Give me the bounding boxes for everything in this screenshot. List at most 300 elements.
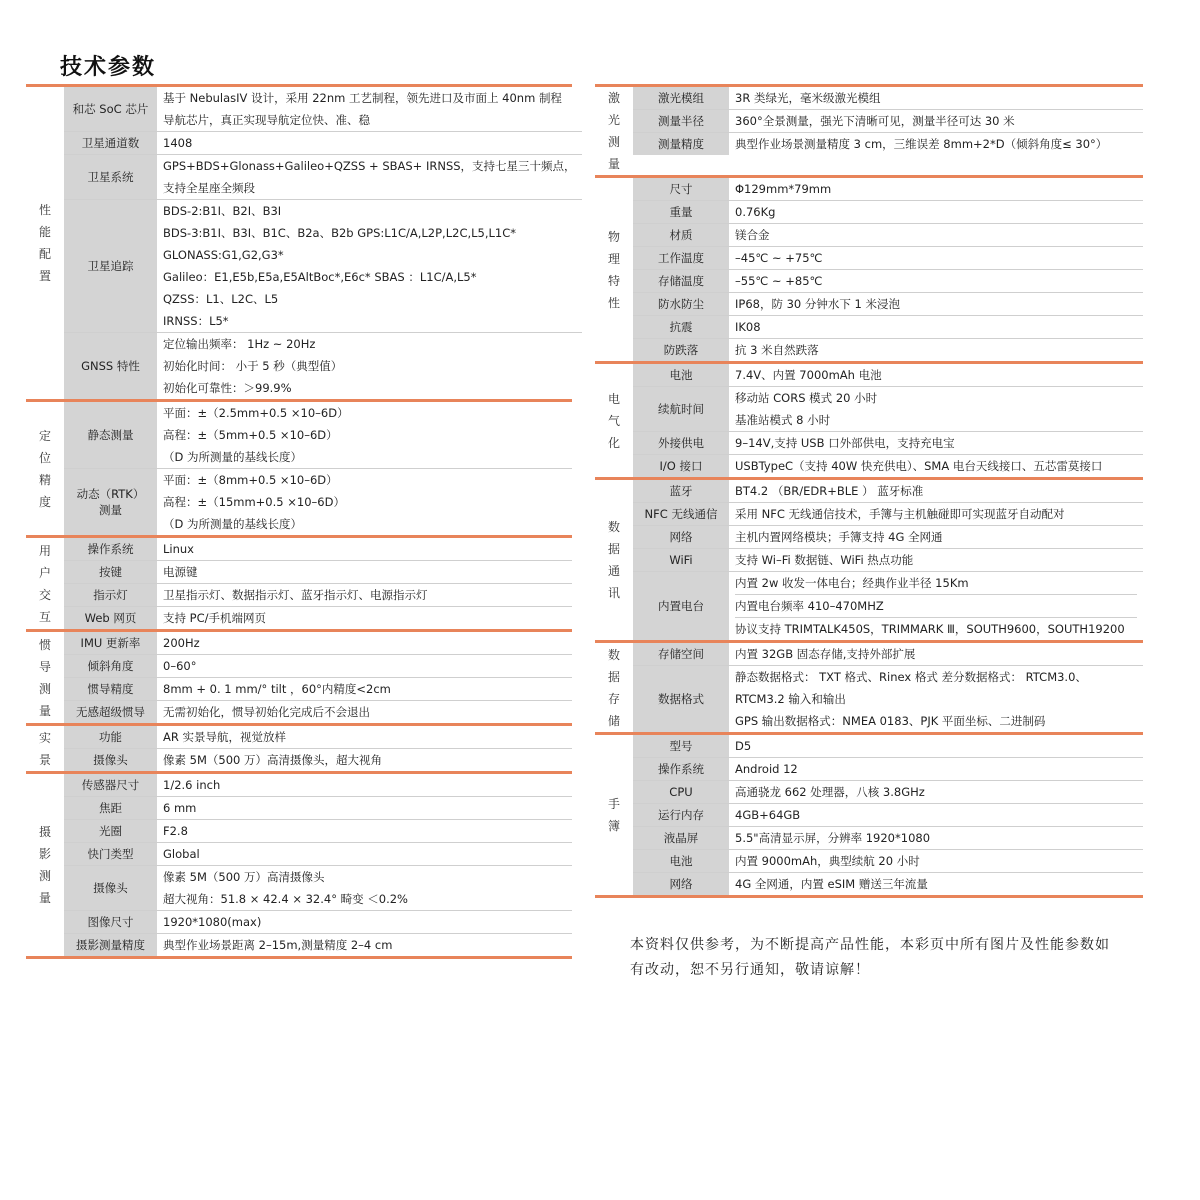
spec-value-line: 电源键 bbox=[163, 565, 198, 579]
spec-row bbox=[633, 480, 1143, 502]
spec-value bbox=[157, 200, 582, 332]
spec-label: WiFi bbox=[633, 549, 729, 571]
spec-value bbox=[157, 866, 572, 910]
spec-value bbox=[157, 632, 572, 654]
spec-row bbox=[64, 199, 582, 332]
spec-value bbox=[157, 820, 572, 842]
spec-label: 图像尺寸 bbox=[64, 911, 157, 933]
spec-value bbox=[729, 133, 1143, 155]
spec-label: 续航时间 bbox=[633, 387, 729, 431]
spec-row bbox=[64, 654, 572, 677]
spec-row bbox=[633, 246, 1143, 269]
category-char: 物 bbox=[607, 229, 620, 244]
spec-value bbox=[729, 455, 1143, 477]
spec-value-line: 平面：±（2.5mm+0.5 ×10–6D） bbox=[163, 406, 349, 420]
spec-value-line: 9–14V,支持 USB 口外部供电，支持充电宝 bbox=[735, 436, 955, 450]
spec-value bbox=[729, 781, 1143, 803]
spec-label: 型号 bbox=[633, 735, 729, 757]
spec-value-line: IK08 bbox=[735, 320, 761, 334]
spec-label: 运行内存 bbox=[633, 804, 729, 826]
spec-section bbox=[595, 732, 1143, 898]
spec-label: 数据格式 bbox=[633, 666, 729, 732]
spec-section bbox=[26, 771, 572, 959]
spec-row bbox=[633, 454, 1143, 477]
spec-value-line: 4GB+64GB bbox=[735, 808, 801, 822]
spec-value-line: 初始化可靠性：＞99.9% bbox=[163, 381, 292, 395]
spec-rows bbox=[633, 87, 1143, 175]
spec-value-line: Galileo：E1,E5b,E5a,E5AltBoc*,E6c* SBAS ：L1C/A,L5* bbox=[163, 270, 477, 284]
spec-value bbox=[729, 387, 1143, 431]
spec-value-line: 0–60° bbox=[163, 659, 197, 673]
spec-row bbox=[633, 735, 1143, 757]
spec-value-line: 超大视角：51.8 × 42.4 × 32.4° 畸变 ＜0.2% bbox=[163, 892, 408, 906]
spec-section bbox=[595, 640, 1143, 732]
spec-label: IMU 更新率 bbox=[64, 632, 157, 654]
spec-row bbox=[64, 796, 572, 819]
spec-row bbox=[64, 865, 572, 910]
spec-value bbox=[729, 247, 1143, 269]
spec-value bbox=[157, 655, 572, 677]
spec-value-line: 7.4V、内置 7000mAh 电池 bbox=[735, 368, 882, 382]
spec-value bbox=[157, 797, 572, 819]
spec-label: 防跌落 bbox=[633, 339, 729, 361]
spec-section bbox=[595, 361, 1143, 477]
spec-value-line: 高程：±（5mm+0.5 ×10–6D） bbox=[163, 428, 338, 442]
spec-value bbox=[729, 572, 1143, 640]
spec-value-line: AR 实景导航，视觉放样 bbox=[163, 730, 287, 744]
section-category bbox=[26, 538, 64, 629]
spec-label: 防水防尘 bbox=[633, 293, 729, 315]
spec-value-line: 卫星指示灯、数据指示灯、蓝牙指示灯、电源指示灯 bbox=[163, 588, 428, 602]
spec-value-line: 基准站模式 8 小时 bbox=[735, 413, 831, 427]
spec-value-line: BDS-3:B1I、B3I、B1C、B2a、B2b GPS:L1C/A,L2P,L2C,L5,L1C* bbox=[163, 226, 517, 240]
spec-value-line: （D 为所测量的基线长度） bbox=[163, 450, 303, 464]
spec-value bbox=[729, 270, 1143, 292]
spec-row bbox=[633, 571, 1143, 640]
spec-value bbox=[157, 155, 582, 199]
spec-value bbox=[157, 934, 572, 956]
spec-rows bbox=[64, 402, 572, 535]
spec-value-line: GPS 输出数据格式：NMEA 0183、PJK 平面坐标、二进制码 bbox=[735, 714, 1046, 728]
spec-row bbox=[633, 109, 1143, 132]
category-char: 导 bbox=[38, 659, 51, 674]
spec-row bbox=[633, 665, 1143, 732]
section-category bbox=[595, 735, 633, 895]
spec-row bbox=[633, 431, 1143, 454]
category-char: 据 bbox=[607, 669, 620, 684]
spec-label: 惯导精度 bbox=[64, 678, 157, 700]
spec-value bbox=[729, 827, 1143, 849]
spec-section bbox=[26, 84, 576, 399]
spec-value bbox=[729, 339, 1143, 361]
spec-value-line: QZSS：L1、L2C、L5 bbox=[163, 292, 279, 306]
category-char: 性 bbox=[38, 203, 51, 217]
spec-value-line: 6 mm bbox=[163, 801, 197, 815]
spec-row bbox=[64, 774, 572, 796]
spec-label: 操作系统 bbox=[633, 758, 729, 780]
spec-label: GNSS 特性 bbox=[64, 333, 157, 399]
spec-value bbox=[729, 201, 1143, 223]
category-char: 据 bbox=[607, 542, 620, 556]
category-char: 性 bbox=[607, 295, 620, 310]
category-char: 特 bbox=[607, 273, 620, 288]
spec-value bbox=[157, 701, 572, 723]
spec-rows bbox=[633, 178, 1143, 361]
category-char: 簿 bbox=[607, 819, 620, 833]
category-char: 配 bbox=[38, 247, 51, 261]
spec-label: 传感器尺寸 bbox=[64, 774, 157, 796]
spec-label: NFC 无线通信 bbox=[633, 503, 729, 525]
spec-row bbox=[633, 386, 1143, 431]
spec-value-line: 高通骁龙 662 处理器，八核 3.8GHz bbox=[735, 785, 925, 799]
spec-value-line: 导航芯片，真正实现导航定位快、准、稳 bbox=[163, 113, 370, 127]
spec-value-line: –45℃ ~ +75℃ bbox=[735, 251, 823, 265]
spec-row bbox=[633, 292, 1143, 315]
category-char: 户 bbox=[38, 565, 51, 580]
spec-rows bbox=[64, 538, 572, 629]
spec-row bbox=[64, 538, 572, 560]
spec-value bbox=[729, 87, 1143, 109]
spec-value-line: 360°全景测量，强光下清晰可见，测量半径可达 30 米 bbox=[735, 114, 1015, 128]
spec-label: 摄影测量精度 bbox=[64, 934, 157, 956]
spec-row bbox=[64, 819, 572, 842]
section-category bbox=[26, 87, 64, 399]
spec-label: 无感超级惯导 bbox=[64, 701, 157, 723]
section-category bbox=[595, 643, 633, 732]
spec-rows bbox=[633, 480, 1143, 640]
spec-value bbox=[157, 561, 572, 583]
spec-value bbox=[157, 402, 572, 468]
spec-value bbox=[157, 749, 572, 771]
spec-row bbox=[633, 269, 1143, 292]
category-char: 实 bbox=[38, 730, 51, 745]
spec-value-line: F2.8 bbox=[163, 824, 188, 838]
category-char: 摄 bbox=[38, 825, 51, 839]
section-category bbox=[26, 726, 64, 771]
spec-value-line: Φ129mm*79mm bbox=[735, 182, 832, 196]
category-char: 测 bbox=[607, 135, 620, 149]
spec-section bbox=[26, 399, 572, 535]
spec-label: 存储空间 bbox=[633, 643, 729, 665]
section-category bbox=[595, 364, 633, 477]
spec-row bbox=[64, 910, 572, 933]
spec-label: 动态（RTK） 测量 bbox=[64, 469, 157, 535]
spec-value bbox=[157, 678, 572, 700]
spec-label: 蓝牙 bbox=[633, 480, 729, 502]
spec-label: 抗震 bbox=[633, 316, 729, 338]
spec-label: 和芯 SoC 芯片 bbox=[64, 87, 157, 131]
spec-value bbox=[157, 726, 572, 748]
spec-value bbox=[729, 432, 1143, 454]
category-char: 置 bbox=[38, 269, 51, 283]
spec-row bbox=[633, 502, 1143, 525]
spec-label: 卫星通道数 bbox=[64, 132, 157, 154]
spec-value bbox=[729, 526, 1143, 548]
spec-row bbox=[64, 842, 572, 865]
spec-value-line: 支持 Wi–Fi 数据链、WiFi 热点功能 bbox=[735, 553, 914, 567]
category-char: 定 bbox=[38, 428, 51, 443]
category-char: 影 bbox=[38, 847, 51, 861]
spec-label: 功能 bbox=[64, 726, 157, 748]
spec-value bbox=[729, 178, 1143, 200]
spec-row bbox=[633, 872, 1143, 895]
category-char: 交 bbox=[38, 587, 51, 602]
spec-value-line: 像素 5M（500 万）高清摄像头，超大视角 bbox=[163, 753, 382, 767]
spec-value bbox=[729, 293, 1143, 315]
disclaimer-line: 有改动，恕不另行通知，敬请谅解！ bbox=[630, 962, 870, 978]
spec-value-line: 4G 全网通，内置 eSIM 赠送三年流量 bbox=[735, 877, 928, 891]
category-char: 通 bbox=[607, 564, 620, 578]
category-char: 手 bbox=[607, 797, 620, 811]
spec-label: 网络 bbox=[633, 526, 729, 548]
spec-value-line: 像素 5M（500 万）高清摄像头 bbox=[163, 870, 325, 884]
spec-row bbox=[633, 525, 1143, 548]
spec-value-line: 镁合金 bbox=[735, 228, 770, 242]
spec-value-line: IRNSS：L5* bbox=[163, 314, 229, 328]
spec-rows bbox=[633, 643, 1143, 732]
spec-label: 倾斜角度 bbox=[64, 655, 157, 677]
spec-value bbox=[157, 911, 572, 933]
category-char: 电 bbox=[607, 391, 620, 406]
spec-row bbox=[64, 332, 582, 399]
category-char: 惯 bbox=[38, 637, 51, 652]
spec-value-line: 内置 32GB 固态存储,支持外部扩展 bbox=[735, 647, 916, 661]
category-char: 理 bbox=[607, 251, 620, 266]
spec-value-line: 初始化时间： 小于 5 秒（典型值） bbox=[163, 359, 343, 373]
spec-label: 液晶屏 bbox=[633, 827, 729, 849]
spec-value-line: USBTypeC（支持 40W 快充供电）、SMA 电台天线接口、五芯雷莫接口 bbox=[735, 459, 1103, 473]
spec-rows bbox=[64, 632, 572, 723]
spec-value bbox=[729, 503, 1143, 525]
spec-value-line: D5 bbox=[735, 739, 752, 753]
spec-row bbox=[64, 748, 572, 771]
spec-value bbox=[157, 843, 572, 865]
category-char: 光 bbox=[607, 113, 620, 127]
spec-row bbox=[64, 402, 572, 468]
category-char: 激 bbox=[607, 91, 620, 105]
spec-value-line: BDS-2:B1I、B2I、B3I bbox=[163, 204, 282, 218]
spec-value-line: GLONASS:G1,G2,G3* bbox=[163, 248, 284, 262]
spec-value bbox=[729, 549, 1143, 571]
spec-label: 网络 bbox=[633, 873, 729, 895]
spec-label: Web 网页 bbox=[64, 607, 157, 629]
category-char: 用 bbox=[38, 543, 51, 558]
spec-label: 测量精度 bbox=[633, 133, 729, 155]
spec-row bbox=[633, 338, 1143, 361]
spec-label: CPU bbox=[633, 781, 729, 803]
spec-row bbox=[633, 178, 1143, 200]
spec-value-line: 内置 9000mAh，典型续航 20 小时 bbox=[735, 854, 920, 868]
spec-row bbox=[633, 364, 1143, 386]
category-char: 量 bbox=[607, 157, 620, 171]
spec-rows bbox=[633, 364, 1143, 477]
spec-value bbox=[729, 364, 1143, 386]
spec-value-line: 平面：±（8mm+0.5 ×10–6D） bbox=[163, 473, 338, 487]
spec-value-line: 内置 2w 收发一体电台；经典作业半径 15Km bbox=[735, 576, 969, 590]
spec-value-line: 典型作业场景测量精度 3 cm，三维误差 8mm+2*D（倾斜角度≤ 30°） bbox=[735, 137, 1108, 151]
category-char: 储 bbox=[607, 713, 620, 728]
spec-value-line: 1/2.6 inch bbox=[163, 778, 221, 792]
category-char: 气 bbox=[607, 413, 620, 428]
spec-label: 存储温度 bbox=[633, 270, 729, 292]
category-char: 精 bbox=[38, 472, 51, 487]
spec-row bbox=[633, 315, 1143, 338]
spec-row bbox=[64, 468, 572, 535]
spec-value-line: GPS+BDS+Glonass+Galileo+QZSS + SBAS+ IRNSS，支持七星三十频点， bbox=[163, 159, 576, 173]
spec-value bbox=[729, 110, 1143, 132]
spec-label: 指示灯 bbox=[64, 584, 157, 606]
spec-section bbox=[26, 535, 572, 629]
spec-value bbox=[729, 643, 1143, 665]
right-spec-panel bbox=[595, 84, 1143, 898]
spec-value-line: 典型作业场景距离 2–15m,测量精度 2–4 cm bbox=[163, 938, 393, 952]
spec-value bbox=[157, 538, 572, 560]
spec-section bbox=[595, 175, 1143, 361]
spec-value-line: 200Hz bbox=[163, 636, 200, 650]
spec-value-line: 无需初始化，惯导初始化完成后不会退出 bbox=[163, 705, 370, 719]
spec-label: 光圈 bbox=[64, 820, 157, 842]
spec-value-line: RTCM3.2 输入和输出 bbox=[735, 692, 846, 706]
spec-row bbox=[633, 643, 1143, 665]
spec-label: 激光模组 bbox=[633, 87, 729, 109]
spec-value bbox=[729, 758, 1143, 780]
spec-value bbox=[157, 132, 582, 154]
category-char: 互 bbox=[38, 609, 51, 624]
category-char: 量 bbox=[38, 703, 51, 718]
category-char: 讯 bbox=[607, 586, 620, 600]
spec-value bbox=[729, 804, 1143, 826]
spec-row bbox=[633, 223, 1143, 246]
section-category bbox=[26, 402, 64, 535]
spec-label: 尺寸 bbox=[633, 178, 729, 200]
spec-row bbox=[633, 780, 1143, 803]
spec-value-line: 5.5"高清显示屏，分辨率 1920*1080 bbox=[735, 831, 931, 845]
spec-value-line: Linux bbox=[163, 542, 194, 556]
disclaimer-notice bbox=[630, 933, 1140, 983]
spec-value bbox=[157, 469, 572, 535]
spec-row bbox=[633, 200, 1143, 223]
spec-value-line: 移动站 CORS 模式 20 小时 bbox=[735, 391, 878, 405]
section-category bbox=[595, 87, 633, 175]
spec-label: 工作温度 bbox=[633, 247, 729, 269]
spec-value-line: 0.76Kg bbox=[735, 205, 776, 219]
spec-value-line: –55℃ ~ +85℃ bbox=[735, 274, 823, 288]
category-char: 量 bbox=[38, 891, 51, 905]
spec-label: 电池 bbox=[633, 364, 729, 386]
spec-label: 材质 bbox=[633, 224, 729, 246]
spec-value-line: 基于 NebulasIV 设计，采用 22nm 工艺制程，领先进口及市面上 40nm 制程 bbox=[163, 91, 562, 105]
spec-row bbox=[64, 677, 572, 700]
spec-value bbox=[157, 607, 572, 629]
category-char: 度 bbox=[38, 494, 51, 509]
spec-rows bbox=[64, 87, 582, 399]
spec-label: 焦距 bbox=[64, 797, 157, 819]
spec-label: 快门类型 bbox=[64, 843, 157, 865]
spec-row bbox=[64, 726, 572, 748]
spec-label: 摄像头 bbox=[64, 866, 157, 910]
category-char: 位 bbox=[38, 450, 51, 465]
spec-value bbox=[729, 224, 1143, 246]
spec-label: 外接供电 bbox=[633, 432, 729, 454]
spec-row bbox=[633, 132, 1143, 155]
section-category bbox=[595, 480, 633, 640]
spec-value-line: 主机内置网络模块；手簿支持 4G 全网通 bbox=[735, 530, 943, 544]
spec-value-line: IP68，防 30 分钟水下 1 米浸泡 bbox=[735, 297, 901, 311]
category-char: 测 bbox=[38, 681, 51, 696]
spec-label: 重量 bbox=[633, 201, 729, 223]
spec-row bbox=[64, 606, 572, 629]
spec-label: 摄像头 bbox=[64, 749, 157, 771]
spec-row bbox=[633, 548, 1143, 571]
spec-value-line: 支持 PC/手机端网页 bbox=[163, 611, 266, 625]
spec-value-line: 高程：±（15mm+0.5 ×10–6D） bbox=[163, 495, 345, 509]
spec-row bbox=[64, 131, 582, 154]
spec-value-line: 静态数据格式： TXT 格式、Rinex 格式 差分数据格式： RTCM3.0、 bbox=[735, 670, 1087, 684]
spec-value-line: 采用 NFC 无线通信技术，手簿与主机触碰即可实现蓝牙自动配对 bbox=[735, 507, 1065, 521]
spec-value bbox=[729, 850, 1143, 872]
spec-row bbox=[633, 87, 1143, 109]
spec-row bbox=[64, 583, 572, 606]
spec-row bbox=[633, 757, 1143, 780]
spec-row bbox=[633, 826, 1143, 849]
spec-value-line: BT4.2 （BR/EDR+BLE ） 蓝牙标准 bbox=[735, 484, 924, 498]
spec-value bbox=[729, 873, 1143, 895]
spec-value bbox=[157, 333, 582, 399]
category-char: 数 bbox=[607, 520, 620, 534]
spec-section bbox=[595, 84, 1143, 175]
spec-section bbox=[26, 629, 572, 723]
spec-row bbox=[64, 87, 582, 131]
spec-value bbox=[729, 735, 1143, 757]
spec-label: I/O 接口 bbox=[633, 455, 729, 477]
spec-value-line: 协议支持 TRIMTALK450S，TRIMMARK Ⅲ，SOUTH9600，SOUTH19200 bbox=[735, 617, 1137, 640]
category-char: 存 bbox=[607, 691, 620, 706]
spec-value bbox=[157, 87, 582, 131]
category-char: 数 bbox=[607, 647, 620, 662]
spec-row bbox=[64, 700, 572, 723]
spec-value bbox=[157, 774, 572, 796]
spec-value-line: 1408 bbox=[163, 136, 193, 150]
spec-section bbox=[26, 723, 572, 771]
spec-label: 按键 bbox=[64, 561, 157, 583]
spec-row bbox=[64, 632, 572, 654]
section-category bbox=[26, 774, 64, 956]
category-char: 能 bbox=[38, 225, 51, 239]
spec-label: 电池 bbox=[633, 850, 729, 872]
left-spec-panel bbox=[26, 84, 576, 959]
spec-label: 测量半径 bbox=[633, 110, 729, 132]
category-char: 景 bbox=[38, 752, 51, 767]
spec-label: 操作系统 bbox=[64, 538, 157, 560]
disclaimer-line: 本资料仅供参考，为不断提高产品性能，本彩页中所有图片及性能参数如 bbox=[630, 937, 1110, 953]
spec-value-line: Global bbox=[163, 847, 200, 861]
spec-value-line: （D 为所测量的基线长度） bbox=[163, 517, 303, 531]
spec-value bbox=[729, 666, 1143, 732]
spec-value-line: 1920*1080(max) bbox=[163, 915, 262, 929]
spec-value-line: 8mm + 0. 1 mm/° tilt ，60°内精度<2cm bbox=[163, 682, 391, 696]
spec-row bbox=[633, 849, 1143, 872]
spec-value bbox=[729, 316, 1143, 338]
spec-label: 静态测量 bbox=[64, 402, 157, 468]
category-char: 化 bbox=[607, 435, 620, 450]
spec-value bbox=[157, 584, 572, 606]
spec-row bbox=[64, 933, 572, 956]
spec-rows bbox=[64, 726, 572, 771]
spec-row bbox=[64, 154, 582, 199]
spec-label: 卫星追踪 bbox=[64, 200, 157, 332]
spec-row bbox=[64, 560, 572, 583]
spec-value-line: 3R 类绿光，毫米级激光模组 bbox=[735, 91, 881, 105]
